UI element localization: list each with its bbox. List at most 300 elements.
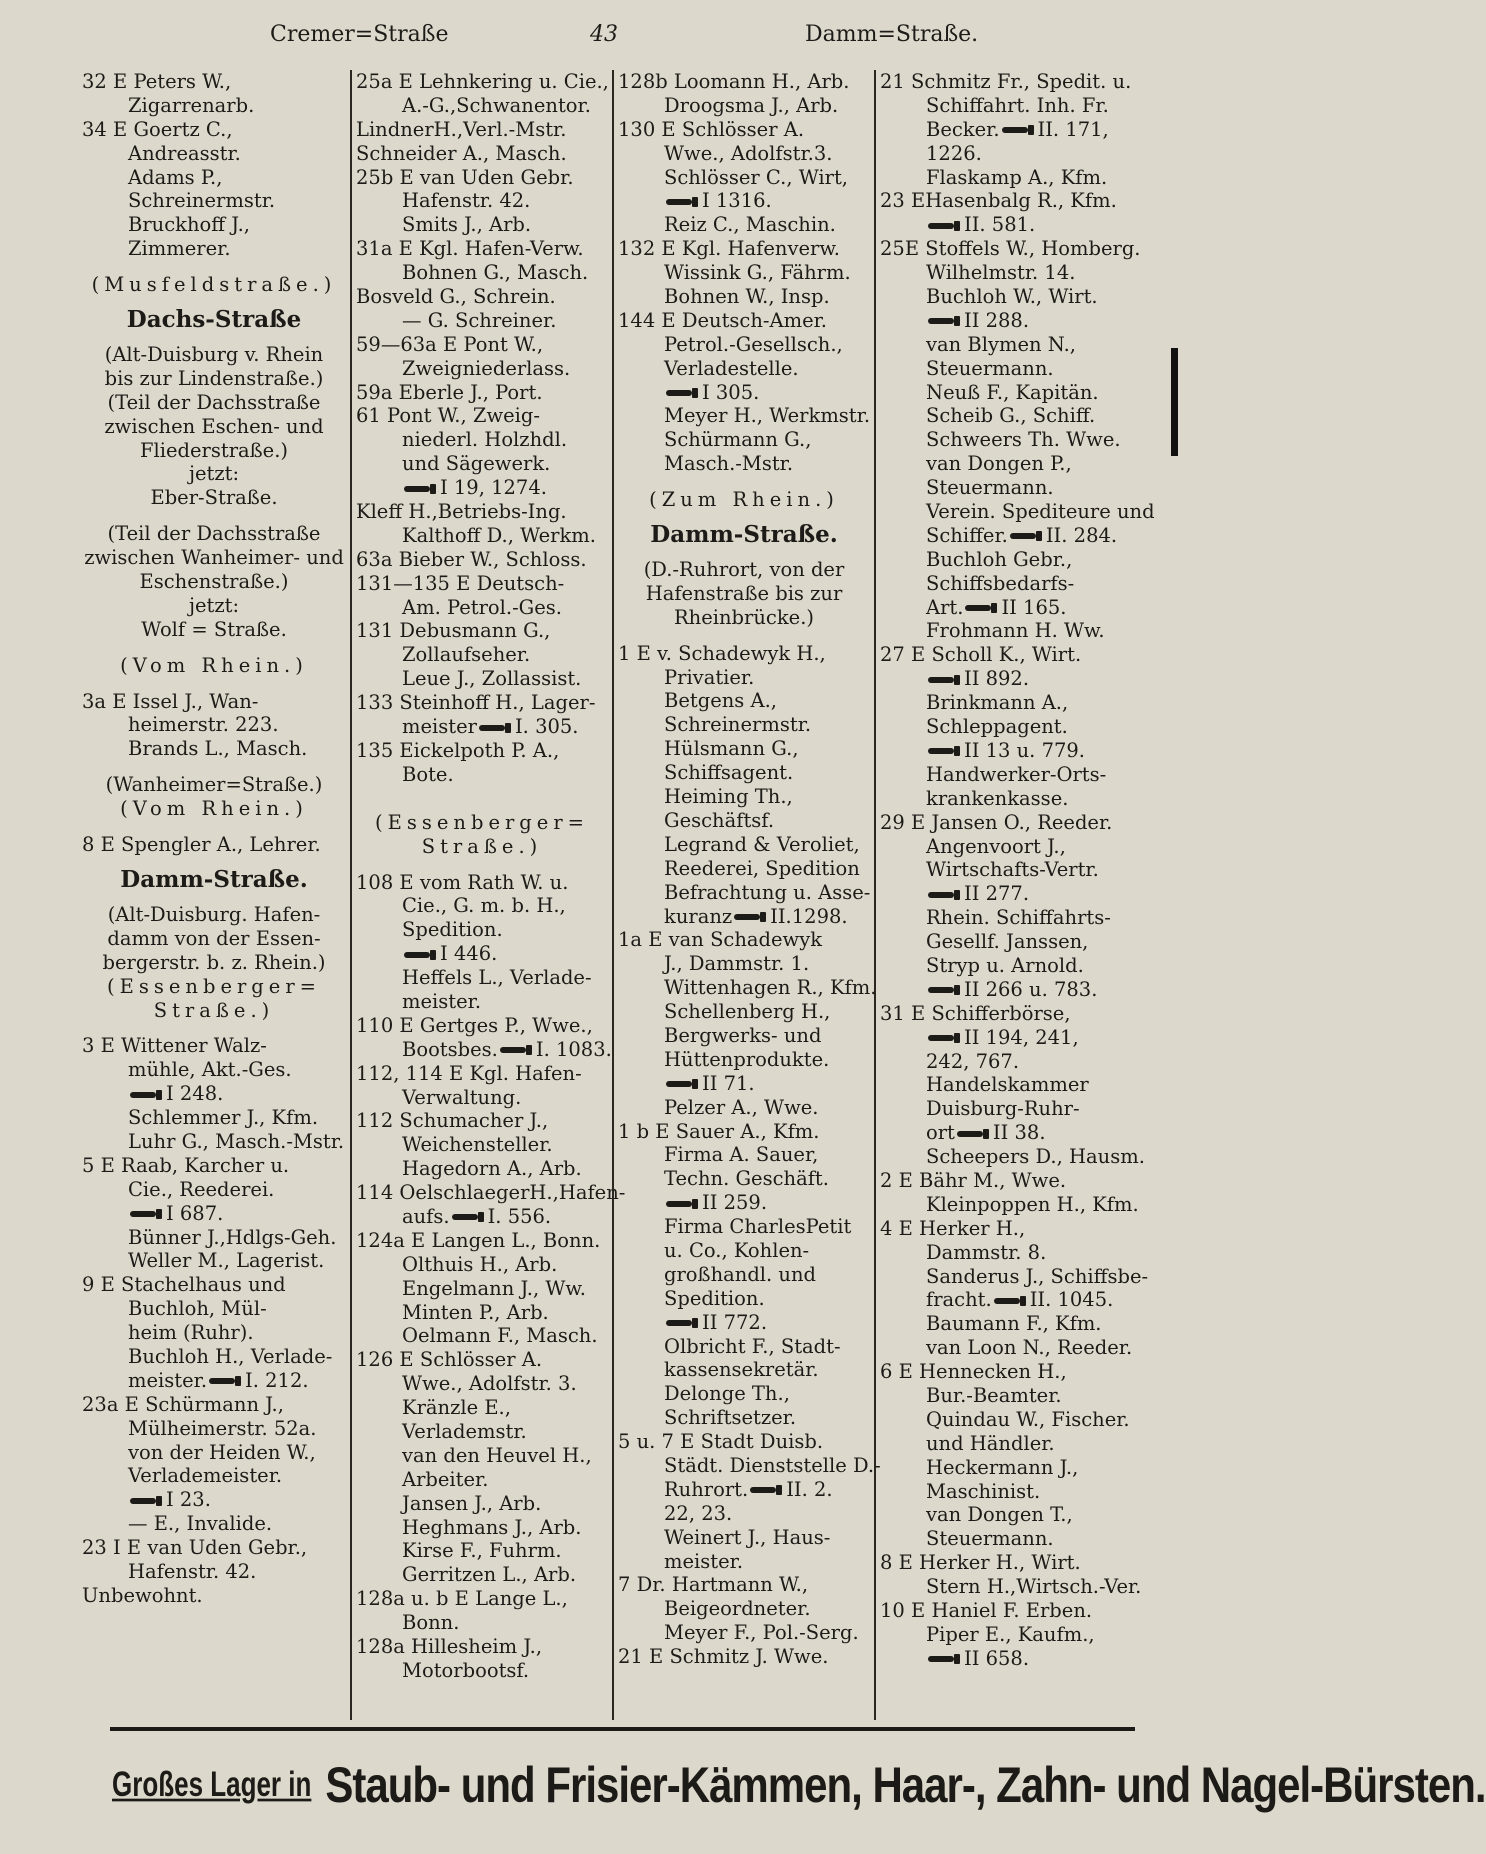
directory-line: van Loon N., Reeder. [926,1336,1133,1360]
directory-line: Schleppagent. [926,715,1068,739]
directory-line: 25E Stoffels W., Homberg. [880,237,1141,261]
directory-line: Buchloh W., Wirt. [926,285,1098,309]
directory-line: LindnerH.,Verl.-Mstr. [356,117,567,141]
spacer [356,859,608,871]
directory-line: Weinert J., Haus- [664,1525,831,1549]
directory-line: Fliederstraße.) [139,438,289,462]
phone-number: II 772. [702,1310,768,1334]
directory-line: Bruckhoff J., [128,213,250,237]
directory-line [356,1037,612,1062]
telephone-icon [928,316,960,326]
directory-line: Schiffahrt. Inh. Fr. [926,93,1109,117]
directory-line: Gesellf. Janssen, [926,930,1089,954]
directory-line [82,1488,346,1512]
phone-number: II 266 u. 783. [964,977,1098,1001]
page-number: 43 [590,22,618,47]
phone-number: I 446. [440,942,498,966]
directory-line: Heffels L., Verlade- [402,966,592,990]
directory-line: Steuermann. [926,1527,1054,1551]
phone-number: I 19, 1274. [440,476,547,500]
directory-line: Hafenstr. 42. [402,189,531,213]
telephone-icon [928,890,960,900]
directory-line: Steuermann. [926,356,1054,380]
directory-line: 10 E Haniel F. Erben. [880,1599,1093,1622]
directory-line: Steuermann. [926,476,1054,500]
directory-line: Dammstr. 8. [926,1240,1047,1264]
directory-line: Bünner J.,Hdlgs-Geh. [128,1225,337,1249]
directory-line: Straße.) [421,834,543,858]
directory-line: 1226. [926,141,982,165]
directory-line: 5 E Raab, Karcher u. [82,1153,290,1177]
directory-line: (Wanheimer=Straße.) [105,773,323,797]
directory-line: 61 Pont W., Zweig- [356,404,540,428]
directory-line: Buchloh Gebr., [926,547,1073,571]
directory-line: Schürmann G., [664,428,812,452]
directory-line: Firma A. Sauer, [664,1143,819,1167]
directory-line: 3 E Wittener Walz- [82,1034,267,1058]
directory-line: Hülsmann G., [664,737,799,761]
directory-line: 133 Steinhoff H., Lager- [356,691,596,715]
line-text: meister [402,715,477,739]
directory-line: 128a Hillesheim J., [356,1635,543,1658]
directory-line: Jansen J., Arb. [402,1491,542,1515]
directory-line: Firma CharlesPetit [664,1215,852,1239]
directory-line: Gerritzen L., Arb. [402,1563,577,1587]
directory-line [880,1121,1119,1145]
directory-line: 9 E Stachelhaus und [82,1273,286,1297]
phone-number: II. 171, [1037,117,1109,141]
directory-line: 31a E Kgl. Hafen-Verw. [356,237,584,261]
directory-line: Bohnen W., Insp. [664,285,830,309]
directory-line: Meyer F., Pol.-Serg. [664,1621,859,1645]
directory-line: Verein. Spediteure und [926,500,1155,524]
directory-line: Motorbootsf. [402,1658,530,1682]
directory-line [618,1311,870,1335]
directory-line: bis zur Lindenstraße.) [104,366,324,390]
directory-line: 21 E Schmitz J. Wwe. [618,1645,829,1669]
telephone-icon [666,1318,698,1328]
advertisement [112,1742,1486,1827]
directory-line: Schiffsbedarfs- [926,571,1075,595]
phone-number: II 658. [964,1646,1030,1670]
line-text: ort [926,1121,955,1145]
directory-line: 110 E Gertges P., Wwe., [356,1013,593,1037]
telephone-icon [666,197,698,207]
telephone-icon [666,388,698,398]
directory-line [880,118,1119,142]
directory-line: Hafenstr. 42. [128,1559,257,1583]
directory-line: 1 b E Sauer A., Kfm. [618,1119,820,1143]
telephone-icon [404,950,436,960]
telephone-icon [130,1496,162,1506]
directory-line: mühle, Akt.-Ges. [128,1058,292,1082]
directory-line: (Vom Rhein.) [120,797,308,821]
phone-number: II.1298. [770,904,848,928]
directory-line: Delonge Th., [664,1382,790,1406]
directory-line: Adams P., [128,165,223,189]
line-text: Art. [926,595,964,619]
directory-line: Cie., G. m. b. H., [402,894,566,918]
directory-line: Brinkmann A., [926,691,1069,715]
spacer [82,642,346,654]
directory-line: großhandl. und [664,1262,817,1286]
directory-line: Zollaufseher. [402,643,531,667]
directory-line: 2 E Bähr M., Wwe. [880,1168,1067,1192]
directory-line [880,1026,1119,1050]
telephone-icon [928,746,960,756]
directory-line: (Zum Rhein.) [649,488,839,512]
directory-line [880,978,1119,1002]
directory-line: Bonn. [402,1611,460,1635]
directory-line: Arbeiter. [402,1467,489,1491]
directory-line: Wirtschafts-Vertr. [926,858,1099,882]
spacer [82,261,346,273]
phone-number: I. 556. [487,1204,552,1228]
directory-line: 27 E Scholl K., Wirt. [880,643,1082,667]
directory-line: 34 E Goertz C., [82,117,233,141]
directory-line: 128b Loomann H., Arb. [618,70,850,93]
directory-line: Scheepers D., Hausm. [926,1145,1145,1169]
telephone-icon [928,1654,960,1664]
spacer [356,799,608,811]
directory-line: Spedition. [664,1286,765,1310]
directory-line: u. Co., Kohlen- [664,1238,810,1262]
directory-line [618,905,870,929]
directory-line: (Alt-Duisburg v. Rhein [104,343,324,367]
directory-line: Cie., Reederei. [128,1177,275,1201]
directory-line: Betgens A., [664,689,777,713]
phone-number: II. 1045. [1029,1288,1114,1312]
directory-line: 32 E Peters W., [82,70,232,93]
phone-number: II. 284. [1045,523,1118,547]
directory-line: Quindau W., Fischer. [926,1407,1130,1431]
directory-line: Verlademeister. [128,1464,283,1488]
header-left-street: Cremer=Straße [270,22,449,47]
telephone-icon [130,1090,162,1100]
line-text: fracht. [926,1288,992,1312]
phone-number: II 13 u. 779. [964,738,1085,762]
directory-line: Schneider A., Masch. [356,141,567,165]
directory-line [880,596,1119,620]
directory-line: Masch.-Mstr. [664,452,794,476]
directory-line: zwischen Wanheimer- und [84,546,344,570]
directory-line: Angenvoort J., [926,834,1066,858]
directory-line: Weichensteller. [402,1133,553,1157]
directory-line [356,942,608,966]
directory-line: 5 u. 7 E Stadt Duisb. [618,1430,824,1454]
telephone-icon [666,1079,698,1089]
directory-line: und Händler. [926,1431,1055,1455]
directory-line [356,715,608,739]
directory-line: Spedition. [402,918,503,942]
spacer [618,476,870,488]
directory-line: Scheib G., Schiff. [926,404,1096,428]
phone-number: II 288. [964,308,1030,332]
line-text: aufs. [402,1204,450,1228]
directory-line: van Dongen P., [926,452,1072,476]
directory-line: 8 E Spengler A., Lehrer. [82,833,321,857]
telephone-icon [1002,125,1034,135]
directory-line: Beigeordneter. [664,1597,811,1621]
directory-line: 144 E Deutsch-Amer. [618,308,827,332]
footer-rule [110,1727,1135,1731]
directory-line [880,882,1119,906]
spacer [82,821,346,833]
directory-line [880,309,1119,333]
directory-line [82,1082,346,1106]
phone-number: I 687. [166,1201,224,1225]
directory-line: Kränzle E., [402,1396,511,1420]
directory-line [880,667,1119,691]
directory-line: Wwe., Adolfstr.3. [664,141,833,165]
directory-line: Olbricht F., Stadt- [664,1334,841,1358]
directory-line: Wissink G., Fährm. [664,261,851,285]
phone-number: II 71. [702,1071,755,1095]
phone-number: I. 212. [245,1368,309,1392]
telephone-icon [1010,531,1042,541]
spacer [82,678,346,690]
directory-line: damm von der Essen- [107,926,321,950]
telephone-icon [209,1376,241,1386]
directory-line: niederl. Holzhdl. [402,428,568,452]
directory-line: 131—135 E Deutsch- [356,571,565,595]
directory-line: 23 EHasenbalg R., Kfm. [880,189,1117,213]
directory-line: Reederei, Spedition [664,856,860,880]
directory-line: Heckermann J., [926,1455,1079,1479]
telephone-icon [957,1129,989,1139]
directory-line: 4 E Herker H., [880,1216,1026,1240]
directory-line: Brands L., Masch. [128,737,308,761]
directory-line: Legrand & Veroliet, [664,832,860,856]
directory-line: Schlemmer J., Kfm. [128,1106,319,1130]
directory-line [356,476,608,500]
directory-line: Rheinbrücke.) [673,605,815,629]
telephone-icon [130,1209,162,1219]
ad-big-text: Staub- und Frisier-Kämmen, Haar-, Zahn- und Nagel-Bürsten. [325,1755,1486,1813]
directory-line: krankenkasse. [926,786,1069,810]
running-header [0,22,1178,62]
street-heading: Damm-Straße. [650,521,838,549]
directory-line: Maschinist. [926,1479,1041,1503]
line-text: Bootsbes. [402,1037,498,1061]
phone-number: II 165. [1001,595,1067,619]
phone-number: I. 305. [514,715,579,739]
street-heading: Dachs-Straße [126,306,302,334]
directory-line [880,1647,1119,1671]
directory-line: Meyer H., Werkmstr. [664,404,871,428]
directory-line: 1a E van Schadewyk [618,928,823,952]
directory-line: Schiffsagent. [664,761,794,785]
directory-line [618,189,870,213]
directory-line: 63a Bieber W., Schloss. [356,547,587,571]
directory-line: 23a E Schürmann J., [82,1392,284,1416]
phone-number: I. 1083. [535,1037,612,1061]
directory-line: Pelzer A., Wwe. [664,1095,819,1119]
telephone-icon [452,1212,484,1222]
spacer [82,510,346,522]
directory-line: Weller M., Lagerist. [128,1249,325,1273]
directory-line: 6 E Hennecken H., [880,1360,1067,1384]
directory-line: Hagedorn A., Arb. [402,1157,582,1181]
directory-line [880,213,1119,237]
directory-line: (Essenberger= [375,810,589,834]
directory-line: 23 I E van Uden Gebr., [82,1536,308,1560]
directory-line: Zigarrenarb. [128,93,255,117]
directory-line: Kleinpoppen H., Kfm. [926,1192,1139,1216]
directory-line: Sanderus J., Schiffsbe- [926,1264,1149,1288]
columns [78,70,1155,1720]
directory-line: (Alt-Duisburg. Hafen- [107,902,321,926]
directory-line: heimerstr. 223. [128,713,279,737]
directory-line: 25a E Lehnkering u. Cie., [356,70,609,93]
directory-line: 135 Eickelpoth P. A., [356,738,560,762]
directory-line: van den Heuvel H., [402,1443,592,1467]
directory-line: Hüttenprodukte. [664,1047,830,1071]
directory-line: Petrol.-Gesellsch., [664,332,843,356]
directory-line: meister. [664,1549,744,1573]
directory-line: 25b E van Uden Gebr. [356,165,574,189]
directory-line: 128a u. b E Lange L., [356,1587,568,1611]
column-4 [874,70,1155,1720]
directory-line: Mülheimerstr. 52a. [128,1416,317,1440]
directory-line: 112 Schumacher J., [356,1109,549,1133]
directory-line: 59a Eberle J., Port. [356,380,543,404]
directory-line: Schreinermstr. [664,713,812,737]
directory-line: Hafenstraße bis zur [645,581,843,605]
directory-line: Eber-Straße. [150,486,278,510]
phone-number: II 194, 241, [964,1025,1079,1049]
directory-line [618,1478,870,1502]
directory-line: 29 E Jansen O., Reeder. [880,810,1113,834]
directory-line: 8 E Herker H., Wirt. [880,1551,1081,1575]
directory-line: Frohmann H. Ww. [926,619,1105,643]
telephone-icon [965,603,997,613]
directory-line: Stern H.,Wirtsch.-Ver. [926,1575,1142,1599]
header-right-street: Damm=Straße. [805,22,979,47]
directory-line: 130 E Schlösser A. [618,117,805,141]
phone-number: II 38. [992,1121,1046,1145]
line-text: kuranz [664,904,733,928]
telephone-icon [666,1199,698,1209]
directory-line: Stryp u. Arnold. [926,953,1084,977]
directory-line: Heiming Th., [664,785,793,809]
directory-line: zwischen Eschen- und [104,414,324,438]
directory-line: Buchloh H., Verlade- [128,1344,333,1368]
directory-line: (Vom Rhein.) [120,653,308,677]
directory-line: 124a E Langen L., Bonn. [356,1228,601,1252]
directory-line: Bergwerks- und [664,1023,822,1047]
directory-line: Städt. Dienststelle D.- [664,1453,881,1477]
directory-line: 21 Schmitz Fr., Spedit. u. [880,70,1132,93]
directory-line: Wilhelmstr. 14. [926,261,1076,285]
directory-line: 31 E Schifferbörse, [880,1001,1071,1025]
phone-number: II. 2. [786,1477,833,1501]
directory-line: Straße.) [153,998,275,1022]
directory-line: Zweigniederlass. [402,356,571,380]
directory-line: Bur.-Beamter. [926,1383,1062,1407]
directory-line: Handwerker-Orts- [926,762,1107,786]
line-text: Schiffer. [926,523,1008,547]
directory-line: (Teil der Dachsstraße [107,522,321,546]
directory-line: 132 E Kgl. Hafenverw. [618,237,840,261]
spacer [82,761,346,773]
directory-line [82,1369,346,1393]
directory-line: heim (Ruhr). [128,1321,254,1345]
telephone-icon [928,1033,960,1043]
directory-line: 242, 767. [926,1049,1020,1073]
telephone-icon [750,1485,782,1495]
directory-line [618,381,870,405]
directory-line: Andreasstr. [128,141,241,165]
directory-line: Bohnen G., Masch. [402,261,589,285]
directory-line: Schreinermstr. [128,189,276,213]
directory-line: Baumann F., Kfm. [926,1312,1102,1336]
directory-line: 3a E Issel J., Wan- [82,689,259,713]
directory-line: 131 Debusmann G., [356,619,551,643]
phone-number: I 305. [702,380,760,404]
directory-line: Reiz C., Maschin. [664,213,836,237]
telephone-icon [928,985,960,995]
spacer [82,1022,346,1034]
directory-line [618,1072,870,1096]
directory-line: 7 Dr. Hartmann W., [618,1573,809,1597]
directory-line: (Essenberger= [107,974,321,998]
directory-line: Oelmann F., Masch. [402,1324,598,1348]
directory-line: Neuß F., Kapitän. [926,380,1099,404]
telephone-icon [928,675,960,685]
directory-line: Unbewohnt. [82,1583,203,1607]
directory-line: 108 E vom Rath W. u. [356,870,569,894]
directory-line: Kleff H.,Betriebs-Ing. [356,500,567,524]
spacer [618,630,870,642]
directory-line: Kirse F., Fuhrm. [402,1539,562,1563]
directory-line: und Sägewerk. [402,452,551,476]
directory-line: van Dongen T., [926,1503,1073,1527]
directory-line: Schlösser C., Wirt, [664,165,849,189]
phone-number: II 892. [964,667,1030,691]
directory-line: Buchloh, Mül- [128,1297,267,1321]
directory-line: Privatier. [664,665,755,689]
telephone-icon [479,723,511,733]
directory-line: Kalthoff D., Werkm. [402,523,596,547]
directory-line [356,1205,608,1229]
directory-line: Verlademstr. [402,1419,527,1443]
directory-line: 126 E Schlösser A. [356,1348,543,1372]
directory-line: bergerstr. b. z. Rhein.) [102,950,326,974]
phone-number: II 259. [702,1191,768,1215]
directory-line: — E., Invalide. [128,1512,273,1536]
directory-line [82,1202,346,1226]
directory-line: Wolf = Straße. [141,617,287,641]
directory-line: Handelskammer [926,1073,1089,1097]
directory-line: Verwaltung. [402,1085,522,1109]
directory-line: Eschenstraße.) [139,570,289,594]
directory-line: Am. Petrol.-Ges. [402,595,562,619]
directory-line: Schellenberg H., [664,1000,831,1024]
column-2 [350,70,626,1720]
directory-line: Leue J., Zollassist. [402,667,582,691]
directory-line [618,1191,870,1215]
directory-line: Luhr G., Masch.-Mstr. [128,1129,345,1153]
directory-line: Flaskamp A., Kfm. [926,165,1108,189]
directory-line: von der Heiden W., [128,1440,316,1464]
directory-line: Wwe., Adolfstr. 3. [402,1372,577,1396]
directory-line: Bote. [402,762,454,786]
directory-line: J., Dammstr. 1. [664,952,810,976]
directory-line: Verladestelle. [664,356,799,380]
directory-line: jetzt: [188,462,240,486]
directory-line: Piper E., Kaufm., [926,1622,1095,1646]
